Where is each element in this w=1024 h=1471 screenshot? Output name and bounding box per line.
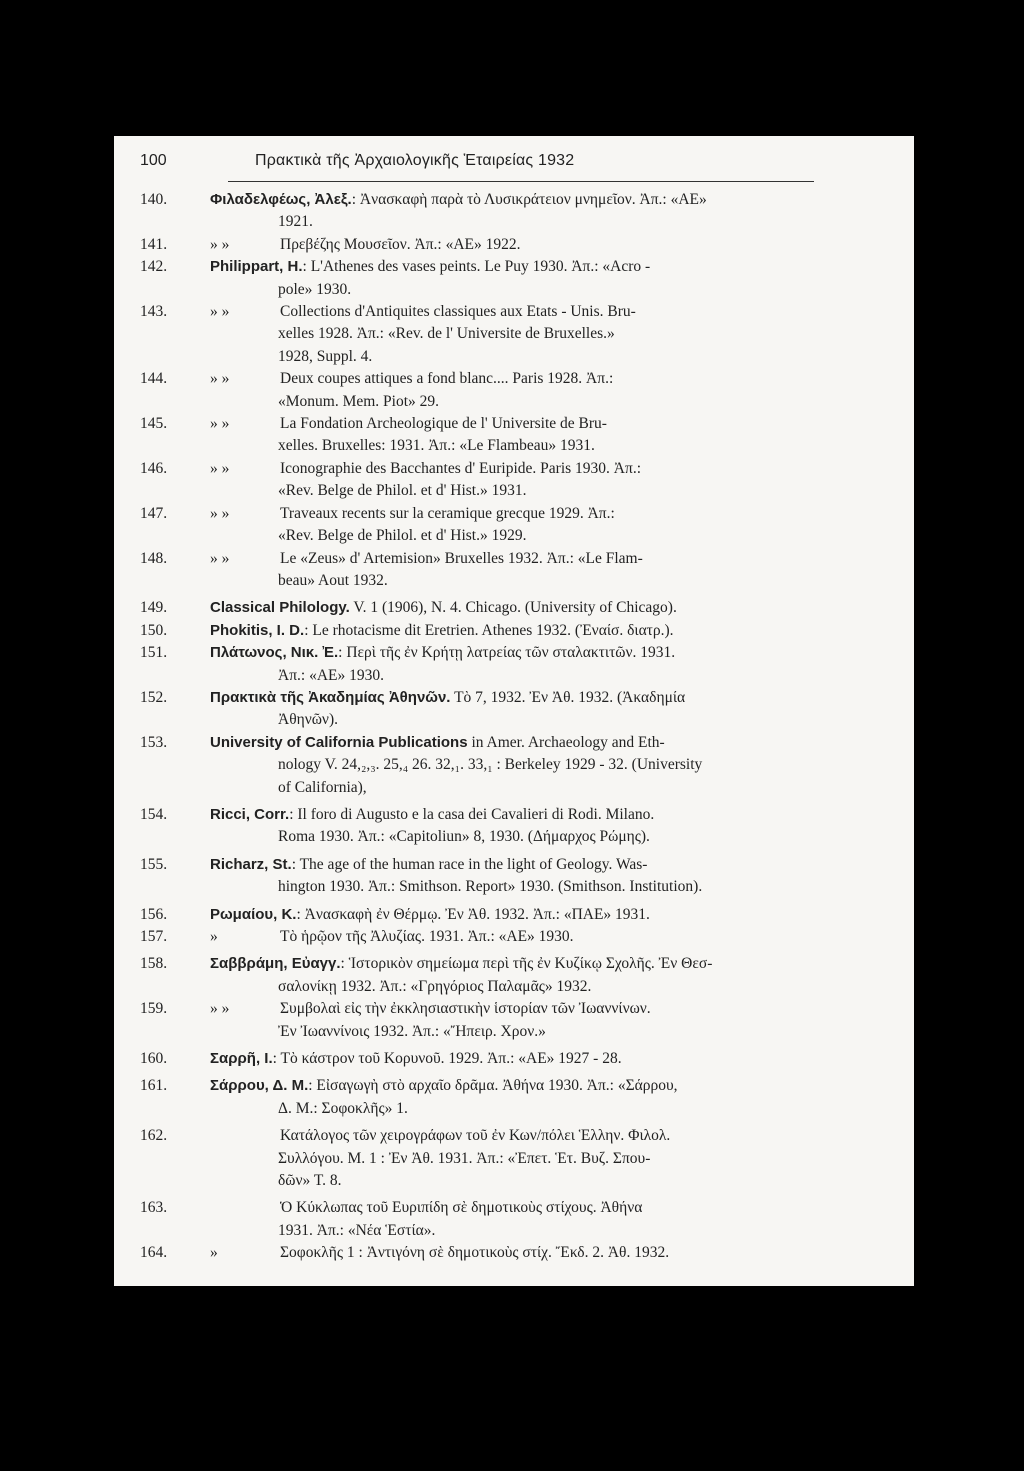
ditto-mark: » xyxy=(210,1244,218,1262)
entry-body xyxy=(210,732,890,799)
entry-body xyxy=(210,503,890,548)
entry-body xyxy=(210,953,890,998)
entry-text: Πρεβέζης Μουσεῖον. Ἀπ.: «ΑΕ» 1922. xyxy=(280,235,521,253)
entry-body xyxy=(210,854,890,899)
entry-body xyxy=(210,458,890,503)
entry-line xyxy=(210,904,890,926)
ditto-mark: » xyxy=(210,928,218,945)
entry-line xyxy=(210,709,890,731)
entry-body xyxy=(210,256,890,301)
entry-line xyxy=(210,826,890,848)
entry-number: 155. xyxy=(140,855,168,873)
ditto-mark: » » xyxy=(210,1000,230,1018)
bibliography-entry xyxy=(140,597,890,619)
bibliography-entry xyxy=(140,413,890,458)
entry-number: 158. xyxy=(140,955,168,973)
entry-line xyxy=(210,1220,890,1242)
entry-text: : Εἰσαγωγὴ στὸ αρχαῖο δρᾶμα. Ἀθήνα 1930. Ἀπ.: «Σάρρου, xyxy=(308,1077,678,1095)
entry-number: 145. xyxy=(140,415,168,433)
entry-body xyxy=(210,413,890,458)
entry-line xyxy=(210,804,890,826)
entry-line xyxy=(210,413,890,435)
entry-body xyxy=(210,1048,890,1070)
ditto-mark: » » xyxy=(210,370,230,388)
entry-author: Φιλαδελφέως, Ἀλεξ. xyxy=(210,191,352,208)
entry-text: «Rev. Belge de Philol. et d' Hist.» 1929. xyxy=(278,527,527,545)
entry-line xyxy=(210,301,890,323)
entry-line xyxy=(210,665,890,687)
entry-line xyxy=(210,1048,890,1070)
entry-line xyxy=(210,1242,890,1264)
entry-line xyxy=(210,1170,890,1192)
entry-text: Roma 1930. Ἀπ.: «Capitoliun» 8, 1930. (Δήμαρχος Ρώμης). xyxy=(278,828,650,846)
entry-number: 153. xyxy=(140,733,168,751)
entry-line xyxy=(210,570,890,592)
bibliography-entry xyxy=(140,620,890,642)
page-number: 100 xyxy=(140,152,167,169)
entry-body xyxy=(210,234,890,256)
bibliography-entry xyxy=(140,732,890,799)
entry-line xyxy=(210,1098,890,1120)
entry-line xyxy=(210,368,890,390)
entry-text: La Fondation Archeologique de l' Universite de Bru- xyxy=(280,415,607,433)
entry-number: 144. xyxy=(140,370,168,388)
ditto-mark: » » xyxy=(210,549,230,567)
entry-text: Τὸ ἡρῷον τῆς Ἀλυζίας. 1931. Ἀπ.: «ΑΕ» 1930. xyxy=(280,928,574,945)
entry-text: Κατάλογος τῶν χειρογράφων τοῦ ἐν Κων/πόλει Ἑλλην. Φιλολ. xyxy=(280,1127,671,1145)
ditto-mark: » » xyxy=(210,459,230,477)
entry-line xyxy=(210,754,890,776)
entry-line xyxy=(210,189,890,211)
entry-author: Richarz, St. xyxy=(210,855,292,873)
entry-text: pole» 1930. xyxy=(278,280,352,298)
entry-number: 151. xyxy=(140,644,168,662)
bibliography-entry xyxy=(140,503,890,548)
bibliography-entry xyxy=(140,458,890,503)
running-title: Πρακτικὰ τῆς Ἀρχαιολογικῆς Ἑταιρείας 1932 xyxy=(255,152,575,169)
entry-number: 161. xyxy=(140,1077,168,1095)
entry-text: Deux coupes attiques a fond blanc.... Paris 1928. Ἀπ.: xyxy=(280,370,614,388)
entry-text: 1931. Ἀπ.: «Νέα Ἑστία». xyxy=(278,1221,436,1239)
entry-line xyxy=(210,391,890,413)
entry-number: 154. xyxy=(140,805,168,823)
bibliography-entry xyxy=(140,804,890,849)
entry-number: 142. xyxy=(140,258,168,276)
bibliography-entry xyxy=(140,1125,890,1192)
entry-line xyxy=(210,548,890,570)
entry-line xyxy=(210,435,890,457)
bibliography-entry xyxy=(140,854,890,899)
entry-number: 147. xyxy=(140,504,168,522)
bibliography-entry xyxy=(140,1242,890,1264)
entry-line xyxy=(210,732,890,754)
entry-text: Ἀθηνῶν). xyxy=(278,711,338,729)
entry-text: : L'Athenes des vases peints. Le Puy 1930. Ἀπ.: «Acro - xyxy=(302,258,651,276)
entry-number: 149. xyxy=(140,599,168,617)
entry-body xyxy=(210,804,890,849)
entry-body xyxy=(210,189,890,234)
entry-line xyxy=(210,1125,890,1147)
entry-line xyxy=(210,1197,890,1219)
entry-text: Le «Zeus» d' Artemision» Bruxelles 1932. Ἀπ.: «Le Flam- xyxy=(280,549,643,567)
entry-number: 148. xyxy=(140,549,168,567)
entry-text: Συμβολαὶ εἰς τὴν ἐκκλησιαστικὴν ἱστορίαν τῶν Ἰωαννίνων. xyxy=(280,1000,651,1018)
entry-number: 157. xyxy=(140,928,168,945)
entry-line xyxy=(210,953,890,975)
entry-number: 143. xyxy=(140,303,168,321)
page-header xyxy=(140,152,880,192)
entry-body xyxy=(210,1075,890,1120)
entry-body xyxy=(210,1125,890,1192)
entry-author: Πλάτωνος, Νικ. Ἐ. xyxy=(210,644,339,662)
bibliography-entry xyxy=(140,926,890,948)
entry-text: δῶν» Τ. 8. xyxy=(278,1172,342,1190)
entry-line xyxy=(210,211,890,233)
entry-text: : Τὸ κάστρον τοῦ Κορυνοῦ. 1929. Ἀπ.: «ΑΕ» 1927 - 28. xyxy=(272,1050,622,1068)
entry-line xyxy=(210,346,890,368)
entry-text: Traveaux recents sur la ceramique grecque 1929. Ἀπ.: xyxy=(280,504,615,522)
bibliography-entry xyxy=(140,234,890,256)
entry-number: 141. xyxy=(140,235,168,253)
entry-number: 162. xyxy=(140,1127,168,1145)
entry-text: «Rev. Belge de Philol. et d' Hist.» 1931. xyxy=(278,482,527,500)
entry-text: : Le rhotacisme dit Eretrien. Athenes 1932. (Ἐναίσ. διατρ.). xyxy=(304,621,674,639)
entry-line xyxy=(210,620,890,642)
entry-author: Phokitis, I. D. xyxy=(210,621,305,639)
entry-line xyxy=(210,998,890,1020)
entry-body xyxy=(210,642,890,687)
entry-number: 152. xyxy=(140,688,168,706)
entry-number: 156. xyxy=(140,905,168,923)
entry-text: xelles 1928. Ἀπ.: «Rev. de l' Universite de Bruxelles.» xyxy=(278,325,615,343)
entry-number: 159. xyxy=(140,1000,168,1018)
entry-author: Πρακτικὰ τῆς Ἀκαδημίας Ἀθηνῶν. xyxy=(210,688,451,706)
entry-text: Τὸ 7, 1932. Ἐν Ἀθ. 1932. (Ἀκαδημία xyxy=(450,688,686,706)
entry-text: in Amer. Archaeology and Eth- xyxy=(467,733,665,751)
entry-line xyxy=(210,687,890,709)
entry-body xyxy=(210,998,890,1043)
entry-author: Philippart, H. xyxy=(210,258,303,276)
entry-text: σαλονίκῃ 1932. Ἀπ.: «Γρηγόριος Παλαμᾶς» 1932. xyxy=(278,977,592,995)
bibliography-entry xyxy=(140,687,890,732)
entry-body xyxy=(210,1197,890,1242)
entry-number: 146. xyxy=(140,459,168,477)
bibliography-entry xyxy=(140,301,890,368)
bibliography-entry xyxy=(140,548,890,593)
entry-text: : Ἱστορικὸν σημείωμα περὶ τῆς ἐν Κυζίκῳ Σχολῆς. Ἐν Θεσ- xyxy=(340,955,713,973)
bibliography-entry xyxy=(140,998,890,1043)
entry-line xyxy=(210,777,890,799)
ditto-mark: » » xyxy=(210,504,230,522)
entry-text: beau» Aout 1932. xyxy=(278,571,388,589)
entry-author: Classical Philology. xyxy=(210,599,350,617)
entry-text: Collections d'Antiquites classiques aux Etats - Unis. Bru- xyxy=(280,303,636,321)
entry-author: Ricci, Corr. xyxy=(210,805,290,823)
entry-author: Σάρρου, Δ. Μ. xyxy=(210,1077,309,1095)
book-page xyxy=(114,136,914,1286)
entry-text: Ἀπ.: «ΑΕ» 1930. xyxy=(278,666,384,684)
bibliography-list xyxy=(140,189,890,1265)
entry-body xyxy=(210,548,890,593)
entry-text: : Ἀνασκαφὴ παρὰ τὸ Λυσικράτειον μνημεῖον. Ἀπ.: «ΑΕ» xyxy=(351,191,707,208)
entry-line xyxy=(210,642,890,664)
entry-line xyxy=(210,1075,890,1097)
entry-line xyxy=(210,854,890,876)
entry-text: Συλλόγου. Μ. 1 : Ἐν Ἀθ. 1931. Ἀπ.: «Ἐπετ. Ἑτ. Βυζ. Σπου- xyxy=(278,1149,651,1167)
entry-line xyxy=(210,503,890,525)
entry-text: «Monum. Mem. Piot» 29. xyxy=(278,392,440,410)
entry-line xyxy=(210,279,890,301)
entry-text: 1921. xyxy=(278,213,313,231)
bibliography-entry xyxy=(140,256,890,301)
entry-number: 164. xyxy=(140,1244,168,1262)
entry-text: : Il foro di Augusto e la casa dei Cavalieri di Rodi. Milano. xyxy=(289,805,655,823)
entry-body xyxy=(210,904,890,926)
entry-text: Δ. Μ.: Σοφοκλῆς» 1. xyxy=(278,1099,408,1117)
entry-number: 150. xyxy=(140,621,168,639)
entry-author: Σαρρῆ, Ι. xyxy=(210,1050,273,1068)
entry-author: Ρωμαίου, Κ. xyxy=(210,905,297,923)
entry-text: Iconographie des Bacchantes d' Euripide. Paris 1930. Ἀπ.: xyxy=(280,459,641,477)
ditto-mark: » » xyxy=(210,303,230,321)
entry-line xyxy=(210,976,890,998)
entry-line xyxy=(210,525,890,547)
entry-text: nology V. 24,₂,₃. 25,₄ 26. 32,₁. 33,₁ : Berkeley 1929 - 32. (University xyxy=(278,756,703,774)
entry-body xyxy=(210,687,890,732)
bibliography-entry xyxy=(140,953,890,998)
entry-line xyxy=(210,926,890,948)
entry-text: 1928, Suppl. 4. xyxy=(278,347,373,365)
entry-text: xelles. Bruxelles: 1931. Ἀπ.: «Le Flambeau» 1931. xyxy=(278,437,595,455)
entry-body xyxy=(210,926,890,948)
entry-text: Σοφοκλῆς 1 : Ἀντιγόνη σὲ δημοτικοὺς στίχ. Ἔκδ. 2. Ἀθ. 1932. xyxy=(280,1244,670,1262)
entry-text: : Ἀνασκαφὴ ἐν Θέρμῳ. Ἐν Ἀθ. 1932. Ἀπ.: «ΠΑΕ» 1931. xyxy=(296,905,650,923)
entry-number: 140. xyxy=(140,191,168,208)
entry-line xyxy=(210,1021,890,1043)
bibliography-entry xyxy=(140,904,890,926)
entry-number: 160. xyxy=(140,1050,168,1068)
header-rule xyxy=(228,181,814,182)
bibliography-entry xyxy=(140,642,890,687)
entry-text: : Περὶ τῆς ἐν Κρήτῃ λατρείας τῶν σταλακτιτῶν. 1931. xyxy=(338,644,676,662)
entry-body xyxy=(210,620,890,642)
ditto-mark: » » xyxy=(210,415,230,433)
entry-author: University of California Publications xyxy=(210,733,468,751)
bibliography-entry xyxy=(140,189,890,234)
entry-author: Σαββράμη, Εὐαγγ. xyxy=(210,955,341,973)
entry-body xyxy=(210,597,890,619)
entry-text: of California), xyxy=(278,778,367,796)
bibliography-entry xyxy=(140,1048,890,1070)
entry-body xyxy=(210,301,890,368)
ditto-mark: » » xyxy=(210,235,230,253)
entry-line xyxy=(210,234,890,256)
entry-line xyxy=(210,1148,890,1170)
entry-line xyxy=(210,480,890,502)
bibliography-entry xyxy=(140,1075,890,1120)
entry-body xyxy=(210,368,890,413)
entry-body xyxy=(210,1242,890,1264)
entry-line xyxy=(210,876,890,898)
entry-line xyxy=(210,597,890,619)
entry-text: Ἐν Ἰωαννίνοις 1932. Ἀπ.: «Ἤπειρ. Χρον.» xyxy=(278,1022,546,1040)
entry-text: V. 1 (1906), N. 4. Chicago. (University of Chicago). xyxy=(349,599,677,617)
entry-number: 163. xyxy=(140,1199,168,1217)
bibliography-entry xyxy=(140,368,890,413)
entry-text: : The age of the human race in the light of Geology. Was- xyxy=(291,855,648,873)
entry-text: hington 1930. Ἀπ.: Smithson. Report» 1930. (Smithson. Institution). xyxy=(278,878,703,896)
entry-text: Ὁ Κύκλωπας τοῦ Ευριπίδη σὲ δημοτικοὺς στίχους. Ἀθήνα xyxy=(280,1199,643,1217)
bibliography-entry xyxy=(140,1197,890,1242)
entry-line xyxy=(210,323,890,345)
entry-line xyxy=(210,458,890,480)
entry-line xyxy=(210,256,890,278)
